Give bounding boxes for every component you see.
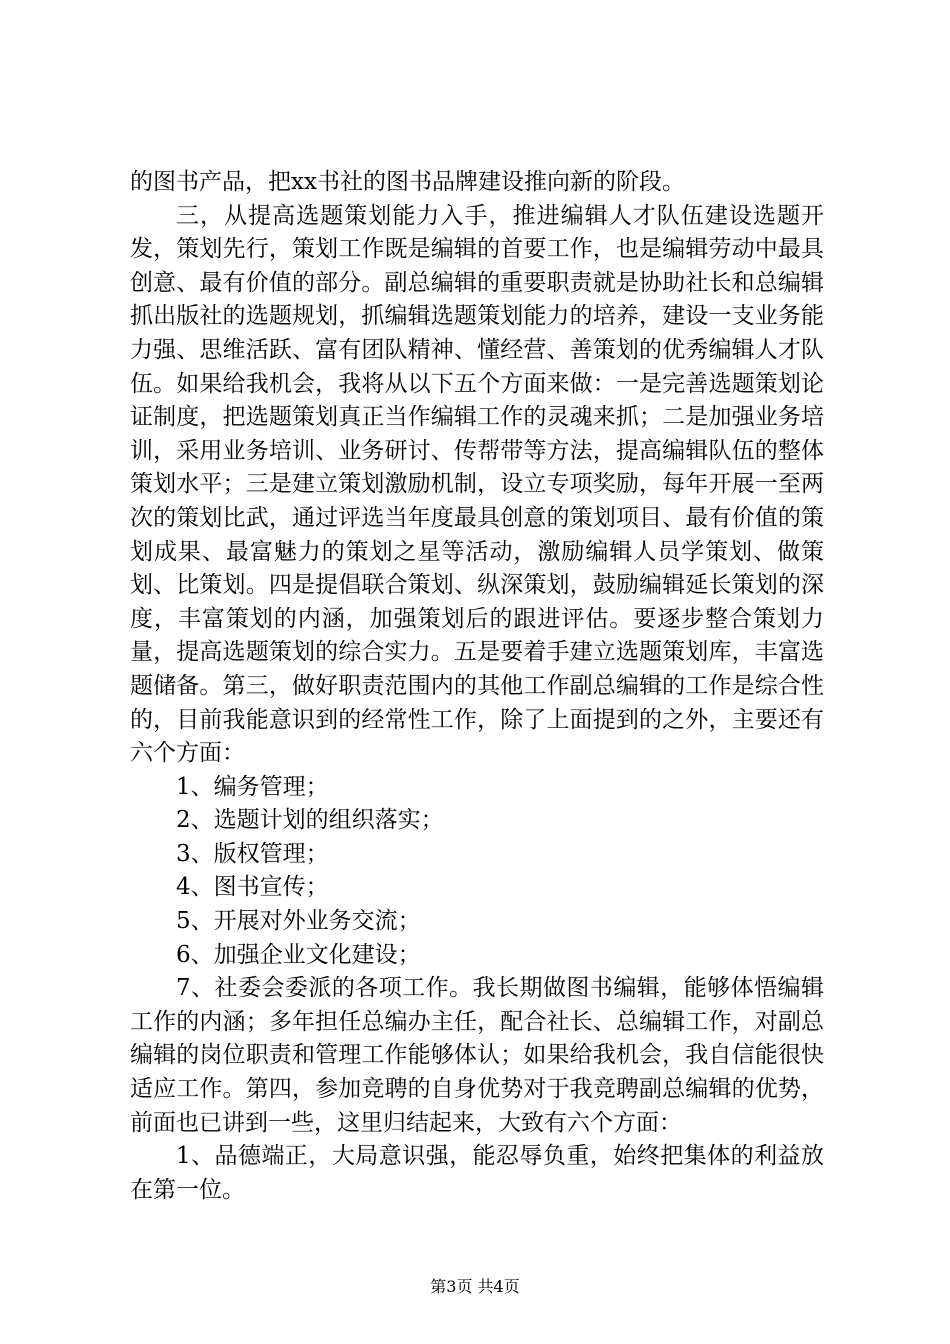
paragraph: 的图书产品，把xx书社的图书品牌建设推向新的阶段。	[130, 169, 685, 195]
list-item: 6、加强企业文化建设；	[176, 941, 421, 968]
list-item: 5、开展对外业务交流；	[176, 908, 421, 935]
list-item: 3、版权管理；	[176, 840, 329, 867]
paragraph: 1、品德端正，大局意识强，能忍辱负重，始终把集体的利益放在第一位。	[130, 1143, 824, 1203]
list-item: 2、选题计划的组织落实；	[176, 807, 444, 834]
list-item: 4、图书宣传；	[176, 874, 329, 901]
document-body	[130, 166, 824, 1207]
paragraph: 三，从提高选题策划能力入手，推进编辑人才队伍建设选题开发，策划先行，策划工作既是编辑的首要工作，也是编辑劳动中最具创意、最有价值的部分。副总编辑的重要职责就是协助社长和总编辑抓出版社的选题规划，抓编辑选题策划能力的培养，建设一支业务能力强、思维活跃、富有团队精神、懂经营、善策划的优秀编辑人才队伍。如果给我机会，我将从以下五个方面来做：一是完善选题策划论证制度，把选题策划真正当作编辑工作的灵魂来抓；二是加强业务培训，采用业务培训、业务研讨、传帮带等方法，提高编辑队伍的整体策划水平；三是建立策划激励机制，设立专项奖励，每年开展一至两次的策划比武，通过评选当年度最具创意的策划项目、最有价值的策划成果、最富魅力的策划之星等活动，激励编辑人员学策划、做策划、比策划。四是提倡联合策划、纵深策划，鼓励编辑延长策划的深度，丰富策划的内涵，加强策划后的跟进评估。要逐步整合策划力量，提高选题策划的综合实力。五是要着手建立选题策划库，丰富选题储备。第三，做好职责范围内的其他工作副总编辑的工作是综合性的，目前我能意识到的经常性工作，除了上面提到的之外，主要还有六个方面：	[130, 202, 824, 767]
paragraph: 7、社委会委派的各项工作。我长期做图书编辑，能够体悟编辑工作的内涵；多年担任总编办主任，配合社长、总编辑工作，对副总编辑的岗位职责和管理工作能够体认；如果给我机会，我自信能很快适应工作。第四，参加竞聘的自身优势对于我竞聘副总编辑的优势，前面也已讲到一些，这里归结起来，大致有六个方面：	[130, 975, 824, 1136]
list-item: 1、编务管理；	[176, 773, 329, 800]
page-footer: 第3页 共4页	[430, 1277, 520, 1296]
